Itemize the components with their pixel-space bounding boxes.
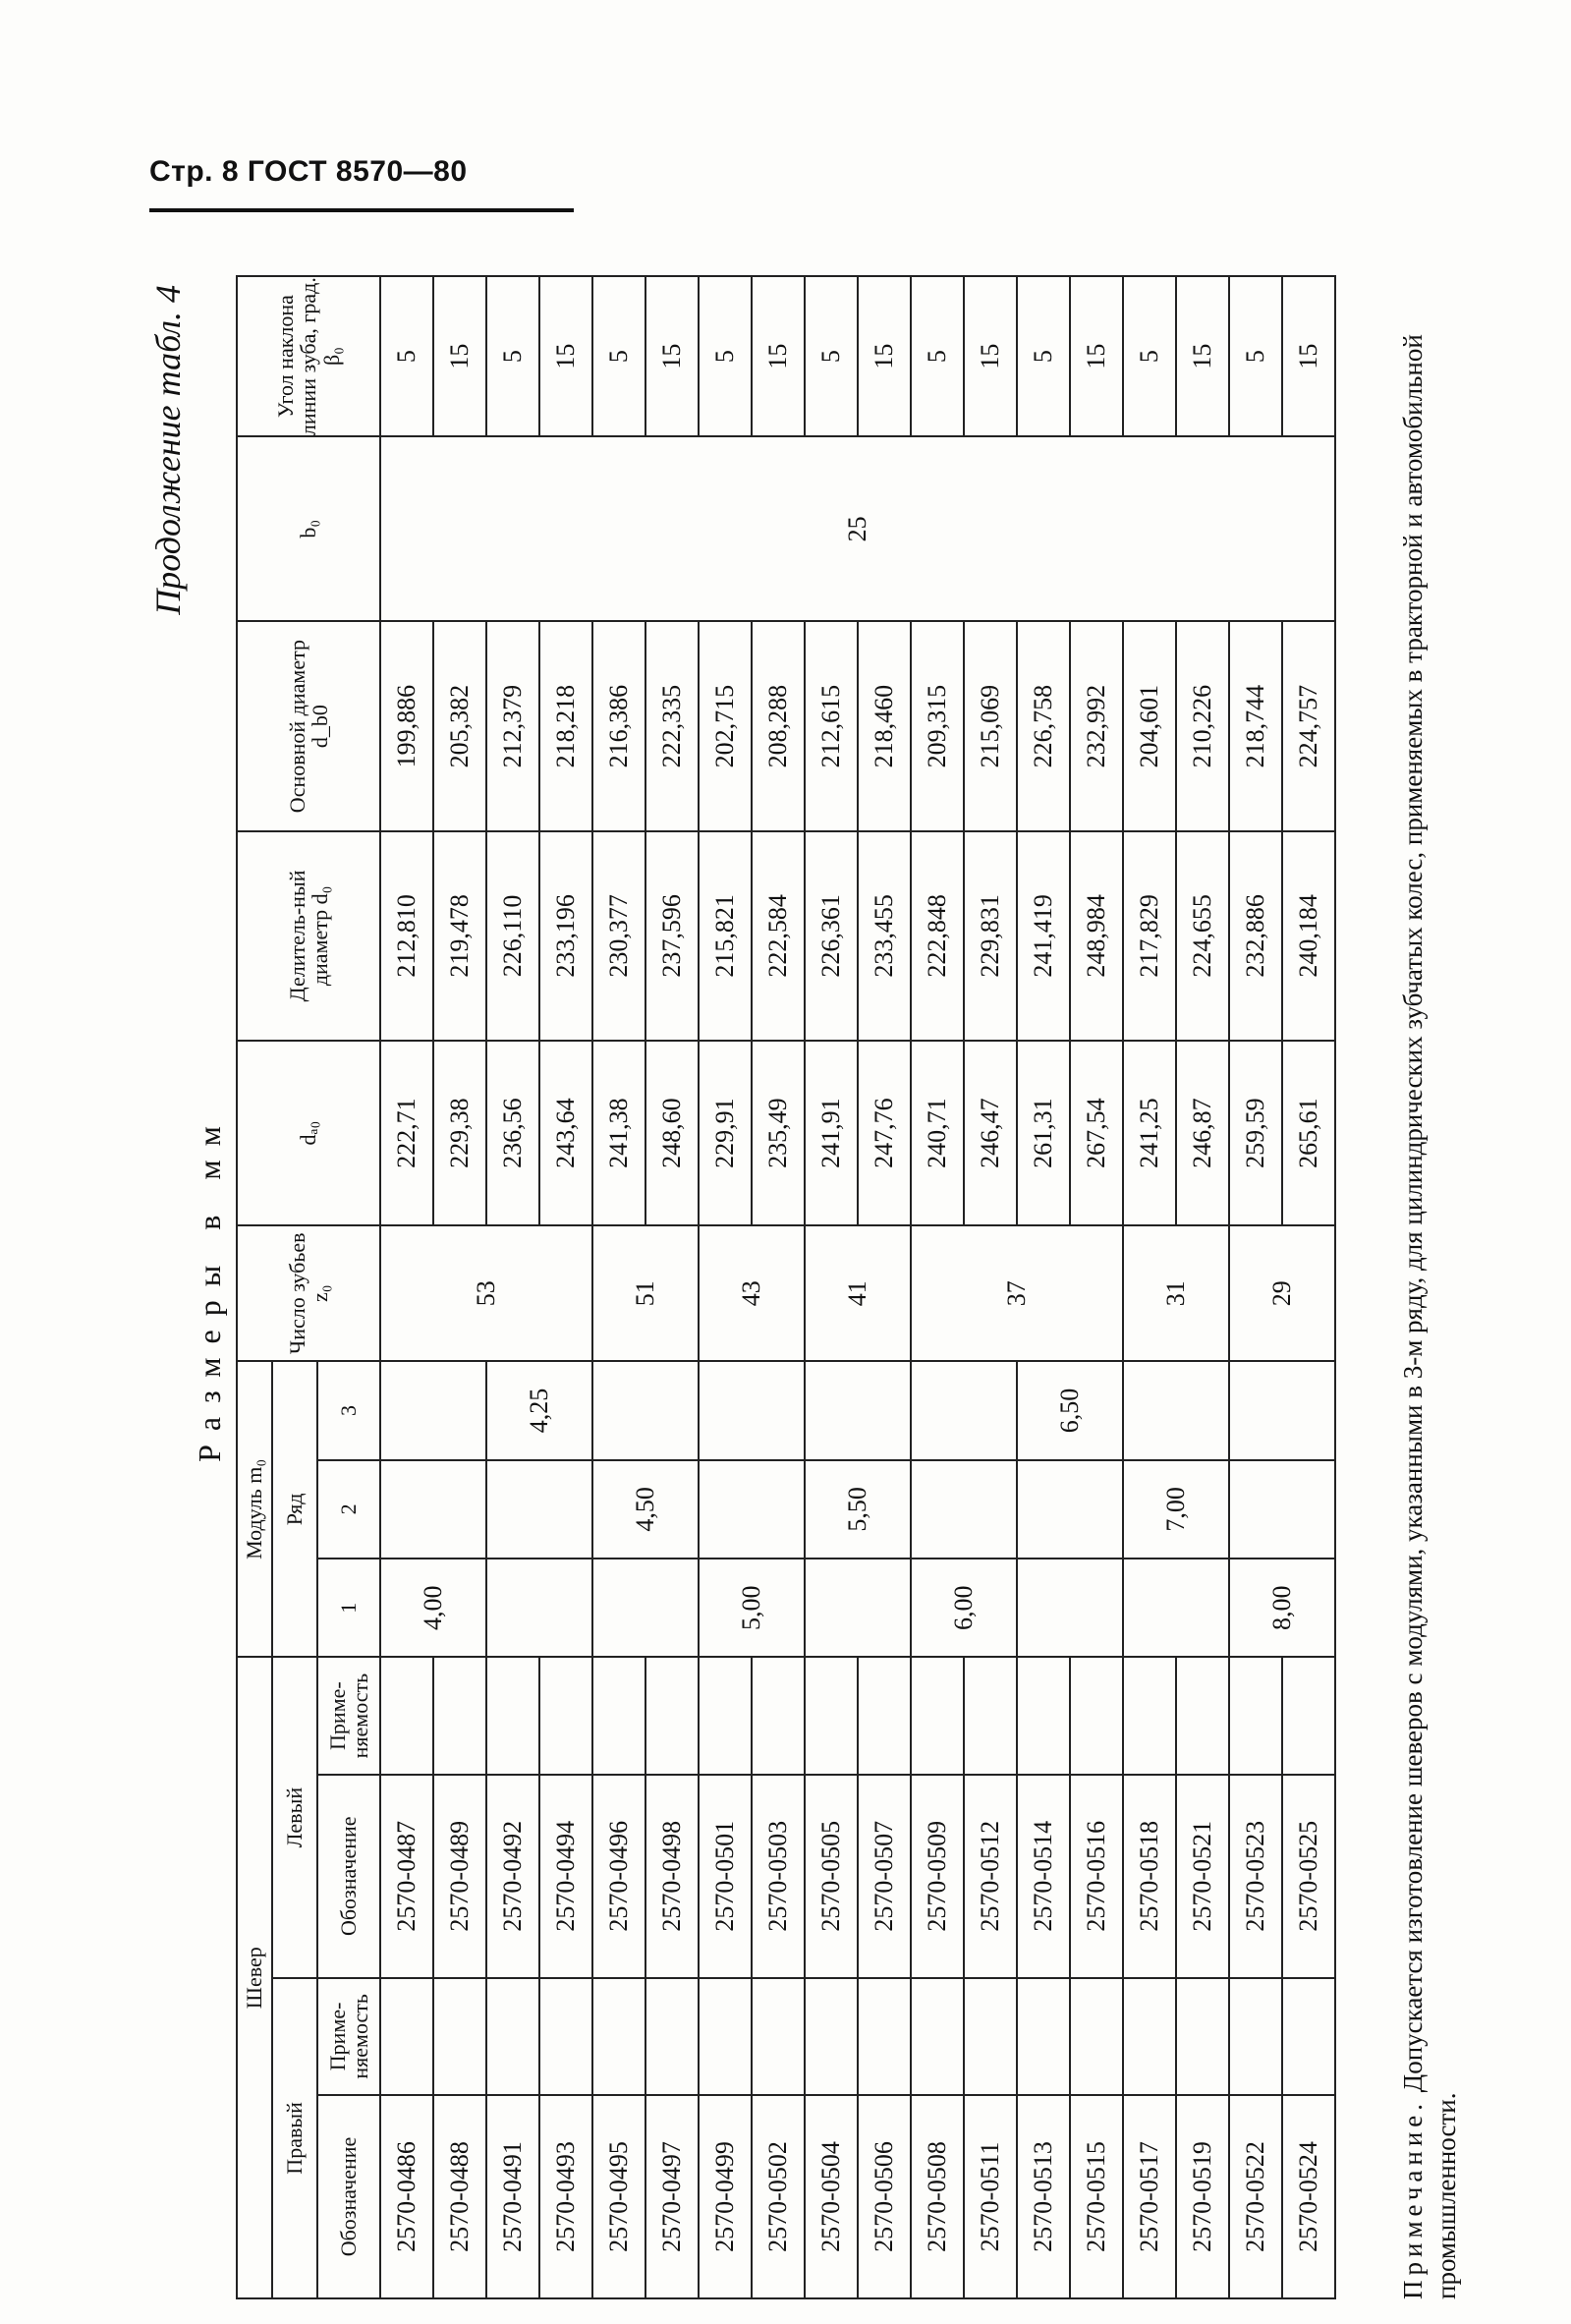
base-diameter: 202,715 — [699, 621, 752, 830]
base-diameter: 204,601 — [1123, 621, 1176, 830]
right-applicability — [539, 1978, 592, 2095]
left-applicability — [752, 1657, 805, 1774]
da0-value: 229,38 — [433, 1041, 486, 1225]
left-designation: 2570-0498 — [645, 1775, 699, 1978]
page-header: Стр. 8 ГОСТ 8570—80 — [149, 155, 468, 188]
left-applicability — [1017, 1657, 1070, 1774]
left-designation: 2570-0503 — [752, 1775, 805, 1978]
shaver-header: Шевер — [237, 1657, 272, 2298]
right-applicability-header: Приме-няемость — [317, 1978, 380, 2095]
right-designation: 2570-0504 — [805, 2095, 858, 2298]
continuation-label: Продолжение табл. 4 — [148, 285, 188, 615]
note — [1397, 275, 1464, 2299]
base-diameter: 205,382 — [433, 621, 486, 830]
left-designation: 2570-0501 — [699, 1775, 752, 1978]
right-applicability — [805, 1978, 858, 2095]
left-designation: 2570-0521 — [1176, 1775, 1229, 1978]
module-s1 — [592, 1559, 699, 1657]
left-applicability — [645, 1657, 699, 1774]
module-s3 — [911, 1361, 1017, 1459]
base-diameter: 226,758 — [1017, 621, 1070, 830]
da0-value: 236,56 — [486, 1041, 539, 1225]
left-designation: 2570-0509 — [911, 1775, 964, 1978]
left-applicability — [486, 1657, 539, 1774]
right-applicability — [699, 1978, 752, 2095]
left-designation: 2570-0487 — [380, 1775, 433, 1978]
da0-value: 241,91 — [805, 1041, 858, 1225]
pitch-diameter: 237,596 — [645, 831, 699, 1041]
module-s3 — [805, 1361, 911, 1459]
helix-angle: 15 — [433, 276, 486, 436]
pitch-diameter: 212,810 — [380, 831, 433, 1041]
note-lead: Примечание. — [1398, 2098, 1428, 2299]
helix-angle: 5 — [699, 276, 752, 436]
base-diameter: 212,379 — [486, 621, 539, 830]
helix-angle: 15 — [858, 276, 911, 436]
base-diameter: 232,992 — [1070, 621, 1123, 830]
right-applicability — [858, 1978, 911, 2095]
da0-value: 261,31 — [1017, 1041, 1070, 1225]
right-designation: 2570-0511 — [964, 2095, 1017, 2298]
module-s2 — [911, 1460, 1017, 1559]
base-diameter: 224,757 — [1282, 621, 1335, 830]
base-diameter: 216,386 — [592, 621, 645, 830]
teeth-count: 37 — [911, 1225, 1123, 1361]
right-applicability — [592, 1978, 645, 2095]
pitch-diameter: 222,584 — [752, 831, 805, 1041]
da0-value: 241,25 — [1123, 1041, 1176, 1225]
helix-angle: 15 — [1282, 276, 1335, 436]
teeth-count: 29 — [1229, 1225, 1335, 1361]
module-s2: 4,50 — [592, 1460, 699, 1559]
left-header: Левый — [272, 1657, 317, 1977]
pitch-diameter: 230,377 — [592, 831, 645, 1041]
pitch-diameter: 224,655 — [1176, 831, 1229, 1041]
left-designation: 2570-0505 — [805, 1775, 858, 1978]
left-designation: 2570-0512 — [964, 1775, 1017, 1978]
module-s3 — [1229, 1361, 1335, 1459]
series-1-header: 1 — [317, 1559, 380, 1657]
teeth-count: 51 — [592, 1225, 699, 1361]
right-header: Правый — [272, 1978, 317, 2298]
module-s1 — [1017, 1559, 1123, 1657]
left-designation: 2570-0518 — [1123, 1775, 1176, 1978]
pitch-diameter: 219,478 — [433, 831, 486, 1041]
teeth-count: 31 — [1123, 1225, 1229, 1361]
left-designation: 2570-0492 — [486, 1775, 539, 1978]
dimensions-title: Размеры в мм — [192, 1112, 227, 1462]
helix-angle: 5 — [911, 276, 964, 436]
right-applicability — [1282, 1978, 1335, 2095]
right-designation: 2570-0513 — [1017, 2095, 1070, 2298]
pitch-diameter: 240,184 — [1282, 831, 1335, 1041]
module-s2 — [486, 1460, 592, 1559]
helix-angle: 15 — [645, 276, 699, 436]
module-s1: 4,00 — [380, 1559, 486, 1657]
pitch-diameter: 248,984 — [1070, 831, 1123, 1041]
right-designation: 2570-0493 — [539, 2095, 592, 2298]
left-applicability — [805, 1657, 858, 1774]
right-designation: 2570-0486 — [380, 2095, 433, 2298]
pitch-diameter-header: Делитель-ный диаметр d₀ — [237, 831, 380, 1041]
module-s1 — [805, 1559, 911, 1657]
right-designation: 2570-0519 — [1176, 2095, 1229, 2298]
da0-value: 222,71 — [380, 1041, 433, 1225]
left-designation: 2570-0525 — [1282, 1775, 1335, 1978]
pitch-diameter: 226,110 — [486, 831, 539, 1041]
base-diameter: 218,744 — [1229, 621, 1282, 830]
base-diameter: 209,315 — [911, 621, 964, 830]
teeth-header: Число зубьев z₀ — [237, 1225, 380, 1361]
right-designation: 2570-0508 — [911, 2095, 964, 2298]
module-s1: 6,00 — [911, 1559, 1017, 1657]
left-applicability — [1176, 1657, 1229, 1774]
base-diameter: 210,226 — [1176, 621, 1229, 830]
module-s1: 8,00 — [1229, 1559, 1335, 1657]
da0-value: 265,61 — [1282, 1041, 1335, 1225]
base-diameter: 215,069 — [964, 621, 1017, 830]
module-s1: 5,00 — [699, 1559, 805, 1657]
helix-angle: 5 — [1229, 276, 1282, 436]
da0-value: 229,91 — [699, 1041, 752, 1225]
right-applicability — [645, 1978, 699, 2095]
right-applicability — [1123, 1978, 1176, 2095]
left-applicability — [858, 1657, 911, 1774]
right-designation-header: Обозначение — [317, 2095, 380, 2298]
right-designation: 2570-0517 — [1123, 2095, 1176, 2298]
module-s3: 6,50 — [1017, 1361, 1123, 1459]
right-applicability — [1176, 1978, 1229, 2095]
right-designation: 2570-0497 — [645, 2095, 699, 2298]
pitch-diameter: 215,821 — [699, 831, 752, 1041]
right-applicability — [486, 1978, 539, 2095]
module-s3 — [1123, 1361, 1229, 1459]
pitch-diameter: 222,848 — [911, 831, 964, 1041]
helix-angle: 5 — [380, 276, 433, 436]
left-applicability-header: Приме-няемость — [317, 1657, 380, 1774]
helix-angle: 15 — [1176, 276, 1229, 436]
helix-angle: 5 — [805, 276, 858, 436]
helix-angle: 15 — [1070, 276, 1123, 436]
right-designation: 2570-0499 — [699, 2095, 752, 2298]
module-s3: 4,25 — [486, 1361, 592, 1459]
base-diameter: 222,335 — [645, 621, 699, 830]
da0-value: 247,76 — [858, 1041, 911, 1225]
module-s2: 7,00 — [1123, 1460, 1229, 1559]
da0-value: 246,87 — [1176, 1041, 1229, 1225]
module-s3 — [592, 1361, 699, 1459]
module-s3 — [380, 1361, 486, 1459]
da0-value: 259,59 — [1229, 1041, 1282, 1225]
module-header: Модуль m₀ — [237, 1361, 272, 1657]
left-designation: 2570-0489 — [433, 1775, 486, 1978]
table-row — [380, 276, 433, 2298]
helix-angle: 15 — [964, 276, 1017, 436]
right-applicability — [1070, 1978, 1123, 2095]
right-applicability — [752, 1978, 805, 2095]
teeth-count: 41 — [805, 1225, 911, 1361]
teeth-count: 53 — [380, 1225, 592, 1361]
base-diameter-header: Основной диаметр d_b0 — [237, 621, 380, 830]
left-applicability — [1070, 1657, 1123, 1774]
left-applicability — [380, 1657, 433, 1774]
module-s2: 5,50 — [805, 1460, 911, 1559]
left-designation: 2570-0516 — [1070, 1775, 1123, 1978]
teeth-count: 43 — [699, 1225, 805, 1361]
header-rule — [149, 208, 574, 212]
right-applicability — [1229, 1978, 1282, 2095]
module-s1 — [1123, 1559, 1229, 1657]
module-s2 — [380, 1460, 486, 1559]
series-2-header: 2 — [317, 1460, 380, 1559]
da0-value: 235,49 — [752, 1041, 805, 1225]
left-applicability — [433, 1657, 486, 1774]
helix-angle-header: Угол наклона линии зуба, град. β₀ — [237, 276, 380, 436]
pitch-diameter: 233,455 — [858, 831, 911, 1041]
helix-angle: 5 — [1123, 276, 1176, 436]
module-s3 — [699, 1361, 805, 1459]
right-designation: 2570-0488 — [433, 2095, 486, 2298]
base-diameter: 218,218 — [539, 621, 592, 830]
da0-value: 243,64 — [539, 1041, 592, 1225]
right-applicability — [964, 1978, 1017, 2095]
pitch-diameter: 241,419 — [1017, 831, 1070, 1041]
left-designation: 2570-0507 — [858, 1775, 911, 1978]
right-applicability — [380, 1978, 433, 2095]
left-designation: 2570-0496 — [592, 1775, 645, 1978]
left-applicability — [592, 1657, 645, 1774]
left-applicability — [539, 1657, 592, 1774]
right-designation: 2570-0491 — [486, 2095, 539, 2298]
shaver-table — [236, 275, 1336, 2299]
left-designation-header: Обозначение — [317, 1775, 380, 1978]
base-diameter: 208,288 — [752, 621, 805, 830]
rotated-table-block — [148, 275, 1533, 2299]
module-s2 — [699, 1460, 805, 1559]
helix-angle: 15 — [752, 276, 805, 436]
da0-value: 248,60 — [645, 1041, 699, 1225]
left-applicability — [1123, 1657, 1176, 1774]
series-3-header: 3 — [317, 1361, 380, 1459]
right-designation: 2570-0524 — [1282, 2095, 1335, 2298]
right-designation: 2570-0515 — [1070, 2095, 1123, 2298]
helix-angle: 5 — [1017, 276, 1070, 436]
note-text: Допускается изготовление шеверов с модулями, указанными в 3-м ряду, для цилиндрических зубчатых колес, применяемых в тракторной и автомобильной промышленности. — [1398, 334, 1461, 2299]
left-designation: 2570-0523 — [1229, 1775, 1282, 1978]
module-s1 — [486, 1559, 592, 1657]
base-diameter: 218,460 — [858, 621, 911, 830]
left-applicability — [1229, 1657, 1282, 1774]
da0-header: dₐ₀ — [237, 1041, 380, 1225]
da0-value: 240,71 — [911, 1041, 964, 1225]
da0-value: 246,47 — [964, 1041, 1017, 1225]
base-diameter: 199,886 — [380, 621, 433, 830]
module-s2 — [1229, 1460, 1335, 1559]
left-applicability — [911, 1657, 964, 1774]
pitch-diameter: 233,196 — [539, 831, 592, 1041]
helix-angle: 5 — [592, 276, 645, 436]
helix-angle: 5 — [486, 276, 539, 436]
left-applicability — [1282, 1657, 1335, 1774]
right-applicability — [433, 1978, 486, 2095]
b0-value: 25 — [380, 436, 1335, 621]
helix-angle: 15 — [539, 276, 592, 436]
right-designation: 2570-0495 — [592, 2095, 645, 2298]
right-applicability — [1017, 1978, 1070, 2095]
left-designation: 2570-0494 — [539, 1775, 592, 1978]
pitch-diameter: 217,829 — [1123, 831, 1176, 1041]
base-diameter: 212,615 — [805, 621, 858, 830]
pitch-diameter: 226,361 — [805, 831, 858, 1041]
pitch-diameter: 229,831 — [964, 831, 1017, 1041]
da0-value: 241,38 — [592, 1041, 645, 1225]
left-applicability — [964, 1657, 1017, 1774]
pitch-diameter: 232,886 — [1229, 831, 1282, 1041]
right-applicability — [911, 1978, 964, 2095]
b0-header: b₀ — [237, 436, 380, 621]
right-designation: 2570-0502 — [752, 2095, 805, 2298]
left-designation: 2570-0514 — [1017, 1775, 1070, 1978]
da0-value: 267,54 — [1070, 1041, 1123, 1225]
series-header: Ряд — [272, 1361, 317, 1657]
right-designation: 2570-0522 — [1229, 2095, 1282, 2298]
left-applicability — [699, 1657, 752, 1774]
right-designation: 2570-0506 — [858, 2095, 911, 2298]
module-s2 — [1017, 1460, 1123, 1559]
